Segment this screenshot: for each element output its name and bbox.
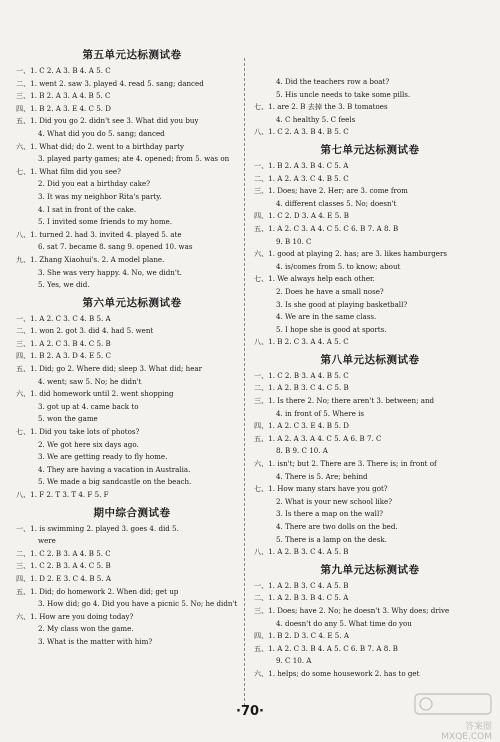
- answer-line: 4. in front of 5. Where is: [276, 408, 365, 418]
- answer-line: 一、1. A 2. B 3. C 4. A 5. B: [254, 580, 349, 590]
- answer-line: 5. Yes, we did.: [38, 280, 90, 290]
- answer-line: 六、1. helps; do some housework 2. has to get: [254, 668, 420, 678]
- answer-line: 一、1. is swimming 2. played 3. goes 4. did 5.: [16, 523, 179, 533]
- answer-line: 二、1. A 2. B 3. B 4. C 5. A: [254, 593, 349, 603]
- answer-line: 2. We got here six days ago.: [38, 439, 139, 449]
- answer-line: 三、1. B 2. A 3. A 4. B 5. C: [16, 91, 111, 101]
- answer-line: 四、1. A 2. C 3. E 4. B 5. D: [254, 421, 349, 431]
- right-column: [254, 76, 486, 681]
- answer-line: 4. went; saw 5. No; he didn't: [38, 376, 142, 386]
- section-heading: 第九单元达标测试卷: [320, 563, 420, 576]
- column-divider: [244, 58, 246, 706]
- answer-line: 3. played party games; ate 4. opened; from 5. was on: [38, 154, 230, 164]
- answer-line: 2. What is your new school like?: [276, 496, 393, 506]
- answer-line: 5. I hope she is good at sports.: [276, 324, 387, 334]
- answer-line: 三、1. Does; have 2. No; he doesn't 3. Why does; drive: [254, 605, 450, 615]
- answer-line: 五、1. Did; do homework 2. When did; get up: [16, 586, 179, 596]
- answer-line: 4. There is 5. Are; behind: [276, 471, 368, 481]
- left-column: [16, 44, 248, 649]
- answer-line: 9. C 10. A: [276, 656, 312, 666]
- answer-line: 七、1. are 2. B 去掉 the 3. B tomatoes: [254, 102, 388, 112]
- answer-line: 八、1. turned 2. had 3. invited 4. played 5. ate: [16, 229, 182, 239]
- answer-line: 八、1. B 2. C 3. A 4. A 5. C: [254, 337, 349, 347]
- answer-line: 九、1. Zhang Xiaohui's. 2. A model plane.: [16, 254, 165, 264]
- answer-line: 二、1. A 2. B 3. C 4. C 5. B: [254, 383, 349, 393]
- answer-line: 四、1. C 2. D 3. A 4. E 5. B: [254, 211, 349, 221]
- answer-line: 4. I sat in front of the cake.: [38, 204, 137, 214]
- answer-line: 4. C healthy 5. C feels: [276, 114, 356, 124]
- answer-line: 3. She was very happy. 4. No, we didn't.: [38, 267, 182, 277]
- answer-line: 4. They are having a vacation in Australia.: [38, 464, 191, 474]
- answer-line: 3. How did; go 4. Did you have a picnic 5. No; he didn't: [38, 599, 238, 609]
- answer-line: 5. won the game: [38, 414, 98, 424]
- answer-line: 3. Is there a map on the wall?: [276, 509, 384, 519]
- answer-line: 3. We are getting ready to fly home.: [38, 452, 168, 462]
- answer-line: 2. Does he have a small nose?: [276, 286, 384, 296]
- answer-line: 一、1. C 2. A 3. B 4. A 5. C: [16, 66, 111, 75]
- answer-line: 八、1. A 2. B 3. C 4. A 5. B: [254, 547, 349, 557]
- answer-line: 3. Is she good at playing basketball?: [276, 299, 408, 309]
- answer-line: 三、1. Is there 2. No; there aren't 3. between; and: [254, 396, 435, 406]
- answer-line: 六、1. did homework until 2. went shopping: [16, 389, 174, 399]
- answer-line: 五、1. Did; go 2. Where did; sleep 3. What did; hear: [16, 364, 203, 374]
- answer-line: 5. We made a big sandcastle on the beach.: [38, 477, 192, 487]
- answer-line: 八、1. F 2. T 3. T 4. F 5. F: [16, 490, 109, 499]
- answer-line: 二、1. won 2. got 3. did 4. had 5. went: [16, 326, 154, 336]
- answer-line: 5. There is a lamp on the desk.: [276, 534, 387, 544]
- answer-line: 3. got up at 4. came back to: [38, 401, 139, 411]
- answer-line: 五、1. A 2. C 3. B 4. A 5. C 6. B 7. A 8. B: [254, 643, 399, 653]
- answer-line: 5. I invited some friends to my home.: [38, 217, 173, 227]
- answer-line: 四、1. B 2. D 3. C 4. E 5. A: [254, 631, 349, 641]
- answer-line: 4. is/comes from 5. to know; about: [276, 261, 401, 271]
- answer-line: 三、1. C 2. B 3. A 4. C 5. B: [16, 561, 111, 571]
- answer-line: 4. There are two dolls on the bed.: [276, 522, 398, 531]
- answer-line: 二、1. C 2. B 3. A 4. B 5. C: [16, 548, 111, 558]
- answer-line: 六、1. good at playing 2. has; are 3. likes hamburgers: [254, 249, 448, 259]
- answer-line: were: [38, 536, 56, 546]
- answer-line: 5. His uncle needs to take some pills.: [276, 89, 411, 99]
- page-number: ·70·: [236, 704, 264, 719]
- answer-line: 四、1. D 2. E 3. C 4. B 5. A: [16, 573, 111, 583]
- answer-line: 4. What did you do 5. sang; danced: [38, 128, 165, 138]
- watermark-logo: [414, 693, 492, 742]
- answer-line: 四、1. B 2. A 3. D 4. E 5. C: [16, 351, 111, 361]
- answer-line: 七、1. How many stars have you got?: [254, 484, 388, 494]
- answer-line: 七、1. We always help each other.: [254, 274, 375, 284]
- answer-line: 9. B 10. C: [276, 236, 312, 246]
- answer-line: 3. It was my neighbor Rita's party.: [38, 191, 162, 201]
- answer-line: 2. My class won the game.: [38, 624, 134, 634]
- answer-line: 七、1. What film did you see?: [16, 166, 121, 176]
- answer-line: 4. We are in the same class.: [276, 312, 377, 322]
- answer-line: 2. Did you eat a birthday cake?: [38, 179, 151, 189]
- answer-line: 4. doesn't do any 5. What time do you: [276, 618, 412, 628]
- watermark-stamp-icon: [414, 693, 492, 715]
- section-heading: 第五单元达标测试卷: [82, 49, 182, 61]
- answer-line: 五、1. Did you go 2. didn't see 3. What did you buy: [16, 116, 199, 126]
- answer-line: 八、1. C 2. A 3. B 4. B 5. C: [254, 127, 349, 137]
- answer-line: 六、1. How are you doing today?: [16, 611, 134, 621]
- answer-line: 三、1. A 2. C 3. B 4. C 5. B: [16, 338, 111, 348]
- answer-line: 五、1. A 2. A 3. A 4. C 5. A 6. B 7. C: [254, 433, 382, 443]
- answer-line: 3. What is the matter with him?: [38, 636, 153, 646]
- section-heading: 第八单元达标测试卷: [320, 353, 420, 366]
- answer-line: 六、1. isn't; but 2. There are 3. There is; in front of: [254, 459, 437, 469]
- section-heading: 第六单元达标测试卷: [82, 296, 182, 309]
- answer-line: 一、1. B 2. A 3. B 4. C 5. A: [254, 160, 349, 170]
- answer-line: 三、1. Does; have 2. Her; are 3. come from: [254, 186, 408, 196]
- answer-line: 七、1. Did you take lots of photos?: [16, 427, 140, 437]
- answer-line: 四、1. B 2. A 3. E 4. C 5. D: [16, 103, 111, 113]
- answer-line: 4. different classes 5. No; doesn't: [276, 198, 397, 208]
- answer-line: 一、1. A 2. C 3. C 4. B 5. A: [16, 313, 111, 323]
- answer-line: 一、1. C 2. B 3. A 4. B 5. C: [254, 370, 349, 380]
- answer-line: 6. sat 7. became 8. sang 9. opened 10. was: [38, 242, 193, 252]
- answer-line: 二、1. went 2. saw 3. played 4. read 5. sang; danced: [16, 78, 204, 88]
- answer-line: 4. Did the teachers row a boat?: [276, 77, 390, 86]
- section-heading: 期中综合测试卷: [93, 506, 171, 519]
- answer-line: 二、1. A 2. A 3. C 4. B 5. C: [254, 173, 349, 183]
- answer-line: 五、1. A 2. C 3. A 4. C 5. C 6. B 7. A 8. B: [254, 223, 399, 233]
- answer-line: 8. B 9. C 10. A: [276, 446, 328, 456]
- watermark-text: 答案圈 MXQE.COM: [441, 722, 492, 742]
- answer-line: 六、1. What did; do 2. went to a birthday party: [16, 141, 184, 151]
- section-heading: 第七单元达标测试卷: [320, 143, 420, 156]
